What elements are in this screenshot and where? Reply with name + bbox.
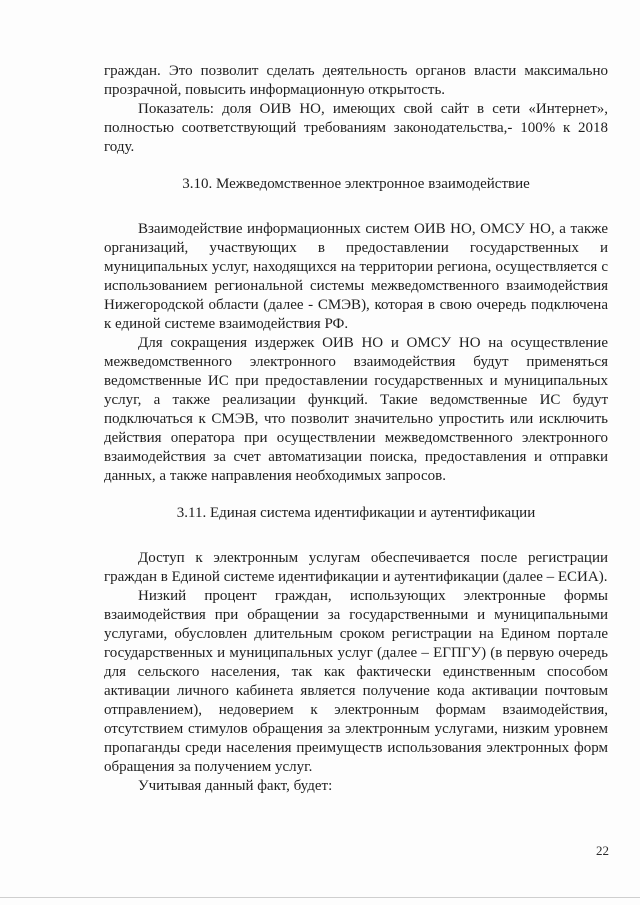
spacer <box>104 194 608 220</box>
paragraph-intro-continuation: граждан. Это позволит сделать деятельность органов власти максимально прозрачной, повысить информационную открытость. <box>104 63 608 98</box>
spacer <box>104 157 608 175</box>
scan-edge-line <box>0 897 640 898</box>
paragraph-access: Доступ к электронным услугам обеспечивается после регистрации граждан в Единой системе идентификации и аутентификации (далее – ЕСИА). <box>104 550 608 585</box>
paragraph-considering: Учитывая данный факт, будет: <box>138 778 333 794</box>
spacer <box>104 486 608 504</box>
paragraph-cost-reduction: Для сокращения издержек ОИВ НО и ОМСУ НО на осуществление межведомственного электронного взаимодействия будут применяться ведомственные ИС при предоставлении государственных и муниципальных услуг, а также реализации функций. Такие ведомственные ИС будут подключаться к СМЭВ, что позволит значительно упростить или исключить действия оператора при осуществлении межведомственного электронного взаимодействия за счет автоматизации поиска, предоставления и отправки данных, а также направления необходимых запросов. <box>104 335 608 484</box>
paragraph-interaction-systems: Взаимодействие информационных систем ОИВ НО, ОМСУ НО, а также организаций, участвующих в предоставлении государственных и муниципальных услуг, находящихся на территории региона, осуществляется с использованием региональной системы межведомственного взаимодействия Нижегородской области (далее - СМЭВ), которая в свою очередь подключена к единой системе взаимодействия РФ. <box>104 221 608 332</box>
paragraph-low-percentage: Низкий процент граждан, использующих электронные формы взаимодействия при обращении за государственными и муниципальными услугами, обусловлен длительным сроком регистрации на Едином портале государственных и муниципальных услуг (далее – ЕГПГУ) (в первую очередь для сельского населения, так как фактически единственным способом активации личного кабинета является получение кода активации почтовым отправлением), недоверием к электронным формам взаимодействия, отсутствием стимулов обращения за электронным услугами, низким уровнем пропаганды среди населения преимуществ использования электронных форм обращения за получением услуг. <box>104 588 608 775</box>
section-heading-3-10: 3.10. Межведомственное электронное взаимодействие <box>182 176 530 192</box>
paragraph-indicator: Показатель: доля ОИВ НО, имеющих свой сайт в сети «Интернет», полностью соответствующий требованиям законодательства,- 100% к 2018 году. <box>104 101 608 155</box>
spacer <box>104 523 608 549</box>
section-heading-3-11: 3.11. Единая система идентификации и аутентификации <box>176 505 536 521</box>
page-number: 22 <box>596 843 609 858</box>
page-content <box>104 62 608 796</box>
